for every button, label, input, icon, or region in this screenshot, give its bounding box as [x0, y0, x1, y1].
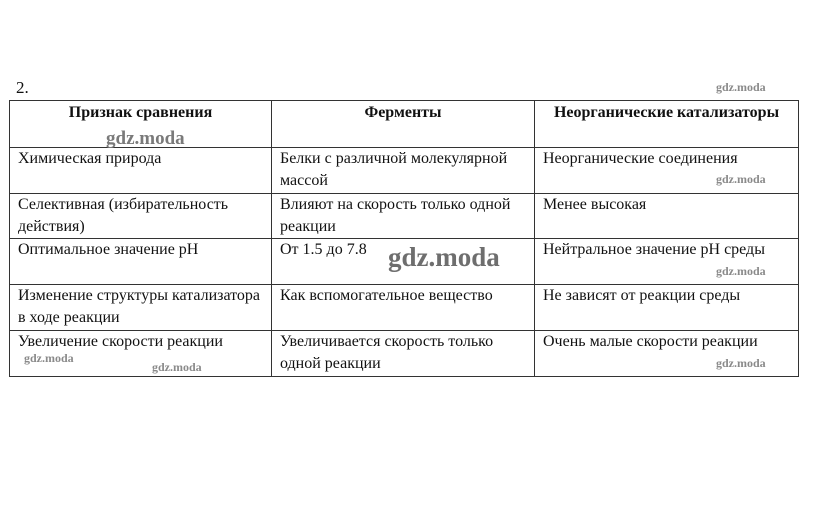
table-cell: Неорганические соединения: [535, 148, 799, 194]
table-cell: Нейтральное значение pH среды: [535, 239, 799, 285]
watermark: gdz.moda: [388, 242, 500, 272]
watermark: gdz.moda: [24, 351, 74, 365]
table-row: [10, 194, 799, 239]
table-cell: Селективная (избирательность действия): [10, 194, 272, 239]
table-cell: Химическая природа: [10, 148, 272, 194]
watermark: gdz.moda: [716, 356, 766, 370]
table-row: [10, 148, 799, 194]
table-cell: Не зависят от реакции среды: [535, 285, 799, 331]
table-cell: Оптимальное значение pH: [10, 239, 272, 285]
table-row: [10, 331, 799, 377]
table-cell: Очень малые скорости реакции: [535, 331, 799, 377]
table-cell: Влияют на скорость только одной реакции: [272, 194, 535, 239]
table-cell: Как вспомогательное вещество: [272, 285, 535, 331]
table-cell: Белки с различной молекулярной массой: [272, 148, 535, 194]
table-cell: От 1.5 до 7.8: [272, 239, 535, 285]
table-cell: Изменение структуры катализатора в ходе реакции: [10, 285, 272, 331]
table-cell: Менее высокая: [535, 194, 799, 239]
watermark: gdz.moda: [716, 80, 766, 94]
table-row: [10, 285, 799, 331]
watermark: gdz.moda: [106, 128, 185, 149]
watermark: gdz.moda: [716, 172, 766, 186]
header-inorganic-catalysts: Неорганические катализаторы: [535, 101, 799, 148]
watermark: gdz.moda: [716, 264, 766, 278]
watermark: gdz.moda: [152, 360, 202, 374]
header-criterion: Признак сравнения: [10, 101, 272, 148]
header-enzymes: Ферменты: [272, 101, 535, 148]
table-cell: Увеличение скорости реакции: [10, 331, 272, 377]
table-cell: Увеличивается скорость только одной реакции: [272, 331, 535, 377]
task-number: 2.: [16, 78, 29, 97]
